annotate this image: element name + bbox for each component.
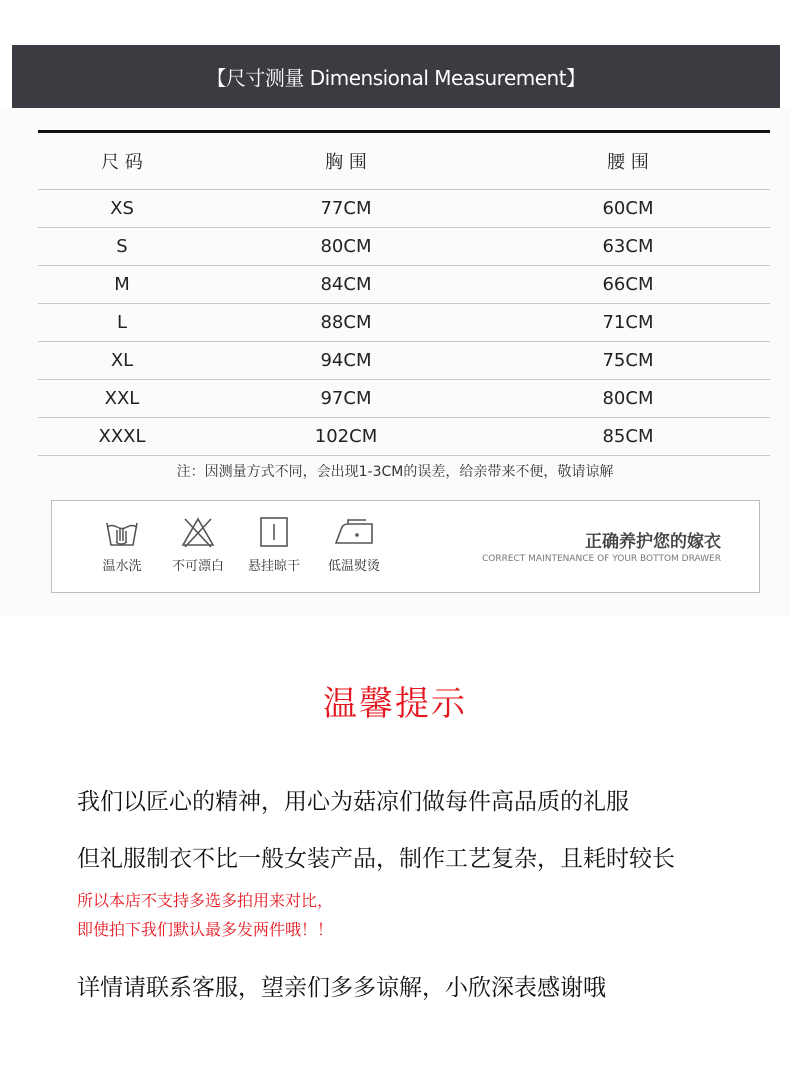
- tips-line-1: 我们以匠心的精神，用心为菇凉们做每件高品质的礼服: [77, 789, 629, 815]
- table-row: [38, 418, 770, 456]
- cell-size: XXXL: [38, 418, 206, 456]
- cell-waist: 66CM: [486, 266, 770, 304]
- header-bar: [12, 45, 780, 108]
- cell-chest: 97CM: [206, 380, 486, 418]
- tips-red-line-2: 即使拍下我们默认最多发两件哦！！: [77, 920, 334, 939]
- tips-title: 温馨提示: [323, 684, 467, 724]
- cell-size: M: [38, 266, 206, 304]
- care-label: 悬挂晾干: [247, 559, 300, 574]
- cell-waist: 80CM: [486, 380, 770, 418]
- cell-size: XS: [38, 190, 206, 228]
- care-title: 正确养护您的嫁衣: [585, 532, 721, 552]
- size-table-wrapper: [38, 130, 770, 456]
- table-row: [38, 342, 770, 380]
- measurement-note: 注：因测量方式不同，会出现1-3CM的误差，给亲带来不便，敬请谅解: [176, 464, 614, 480]
- hang-dry-icon: [254, 515, 294, 549]
- care-label: 低温熨烫: [327, 559, 380, 574]
- care-subtitle: CORRECT MAINTENANCE OF YOUR BOTTOM DRAWER: [481, 554, 721, 564]
- cell-chest: 80CM: [206, 228, 486, 266]
- size-table: [38, 133, 770, 456]
- care-item-bleach: [166, 515, 230, 574]
- care-item-dry: [242, 515, 306, 574]
- cell-size: XXL: [38, 380, 206, 418]
- cell-chest: 84CM: [206, 266, 486, 304]
- cell-waist: 75CM: [486, 342, 770, 380]
- cell-waist: 60CM: [486, 190, 770, 228]
- tips-red-line-1: 所以本店不支持多选多拍用来对比，: [77, 891, 334, 910]
- hand-wash-icon: [102, 515, 142, 549]
- table-row: [38, 228, 770, 266]
- cell-waist: 71CM: [486, 304, 770, 342]
- table-header-row: [38, 133, 770, 190]
- cell-size: S: [38, 228, 206, 266]
- cell-size: XL: [38, 342, 206, 380]
- low-iron-icon: [332, 515, 376, 549]
- tips-line-3: 详情请联系客服，望亲们多多谅解，小欣深表感谢哦: [77, 975, 606, 1001]
- table-row: [38, 304, 770, 342]
- cell-waist: 63CM: [486, 228, 770, 266]
- cell-waist: 85CM: [486, 418, 770, 456]
- header-size: 尺 码: [38, 133, 206, 190]
- table-row: [38, 380, 770, 418]
- cell-chest: 102CM: [206, 418, 486, 456]
- cell-chest: 77CM: [206, 190, 486, 228]
- care-label: 温水洗: [102, 559, 142, 574]
- tips-line-2: 但礼服制衣不比一般女装产品，制作工艺复杂，且耗时较长: [77, 846, 675, 872]
- cell-chest: 88CM: [206, 304, 486, 342]
- cell-chest: 94CM: [206, 342, 486, 380]
- care-instructions-box: [51, 500, 760, 593]
- cell-size: L: [38, 304, 206, 342]
- no-bleach-icon: [178, 515, 218, 549]
- care-item-iron: [322, 515, 386, 574]
- header-chest: 胸 围: [206, 133, 486, 190]
- care-item-wash: [90, 515, 154, 574]
- table-row: [38, 266, 770, 304]
- header-waist: 腰 围: [486, 133, 770, 190]
- care-label: 不可漂白: [171, 559, 224, 574]
- table-row: [38, 190, 770, 228]
- header-title: 【尺寸测量 Dimensional Measurement】: [206, 66, 586, 90]
